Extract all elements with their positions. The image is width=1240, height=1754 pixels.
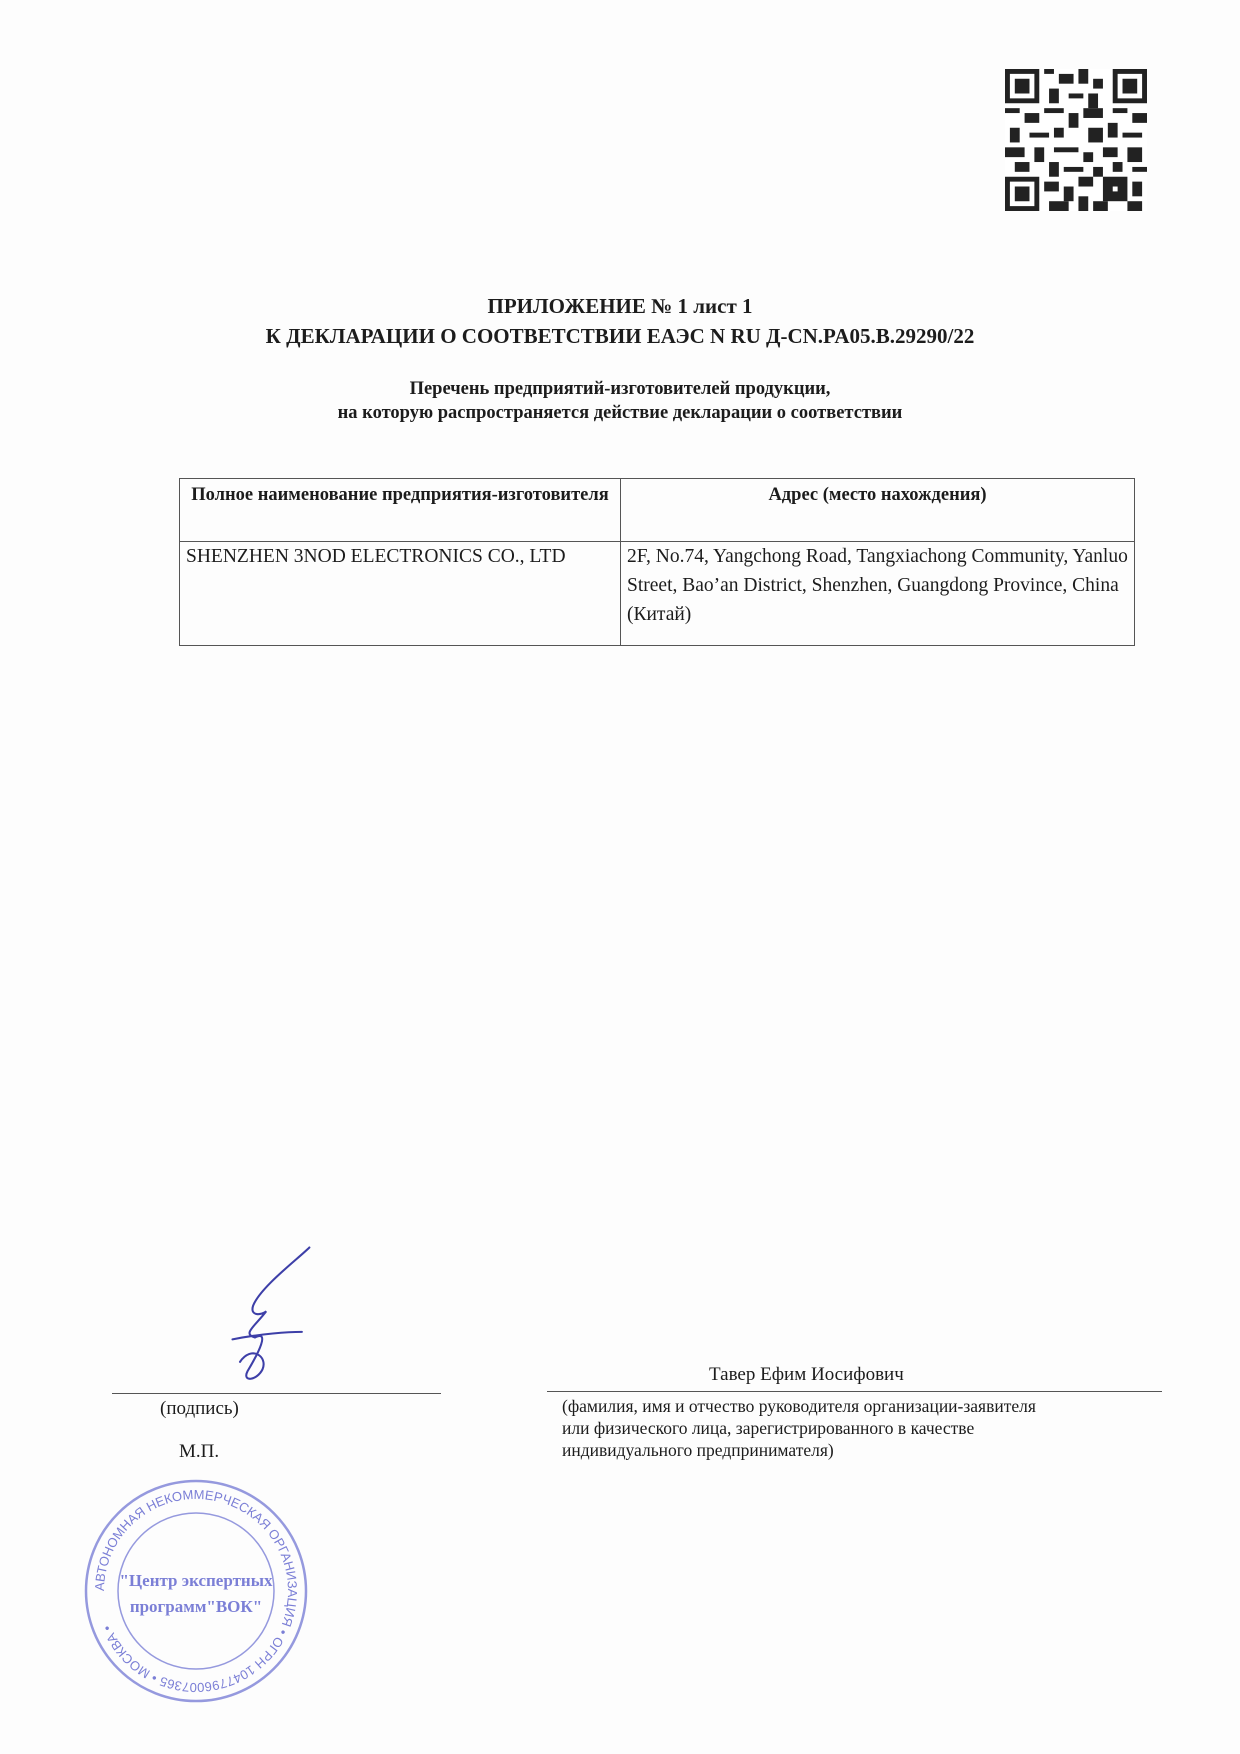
manufacturer-address-cell: 2F, No.74, Yangchong Road, Tangxiachong Community, Yanluo Street, Bao’an District, Shenzhen, Guangdong Province, China (Китай): [621, 542, 1135, 646]
table-row: [180, 542, 1135, 646]
signature-line: [112, 1393, 441, 1394]
signer-name: Тавер Ефим Иосифович: [709, 1364, 904, 1385]
qr-code: [1005, 69, 1147, 211]
signer-description: [562, 1395, 1162, 1461]
manufacturers-table: [179, 478, 1135, 646]
document-subtitle: [0, 377, 1240, 425]
organization-stamp: [83, 1478, 309, 1704]
subtitle-line-2: на которую распространяется действие декларации о соответствии: [337, 403, 903, 423]
manufacturer-name-cell: SHENZHEN 3NOD ELECTRONICS CO., LTD: [180, 542, 621, 646]
column-header-name: Полное наименование предприятия-изготовителя: [180, 479, 621, 542]
stamp-ring-text: АВТОНОМНАЯ НЕКОММЕРЧЕСКАЯ ОРГАНИЗАЦИЯ • ОГРН 1047796007365 • МОСКВА •: [91, 1486, 301, 1696]
title-line-2: К ДЕКЛАРАЦИИ О СООТВЕТСТВИИ ЕАЭС N RU Д-CN.PA05.B.29290/22: [265, 324, 975, 348]
signer-desc-line-3: индивидуального предпринимателя): [562, 1440, 834, 1460]
signer-name-line: [547, 1391, 1162, 1392]
signer-desc-line-1: (фамилия, имя и отчество руководителя организации-заявителя: [562, 1396, 1036, 1416]
table-header-row: [180, 479, 1135, 542]
handwritten-signature: [200, 1240, 340, 1390]
signature-label: (подпись): [160, 1398, 239, 1419]
document-title: [0, 291, 1240, 351]
seal-label: М.П.: [179, 1441, 220, 1462]
stamp-center-line-1: "Центр экспертных: [119, 1571, 273, 1590]
signer-desc-line-2: или физического лица, зарегистрированного в качестве: [562, 1418, 975, 1438]
stamp-center-line-2: программ"ВОК": [129, 1597, 263, 1616]
svg-text:АВТОНОМНАЯ НЕКОММЕРЧЕСКАЯ ОРГА: [92, 1487, 300, 1695]
column-header-address: Адрес (место нахождения): [621, 479, 1135, 542]
title-line-1: ПРИЛОЖЕНИЕ № 1 лист 1: [487, 294, 753, 318]
subtitle-line-1: Перечень предприятий-изготовителей продукции,: [409, 379, 831, 399]
